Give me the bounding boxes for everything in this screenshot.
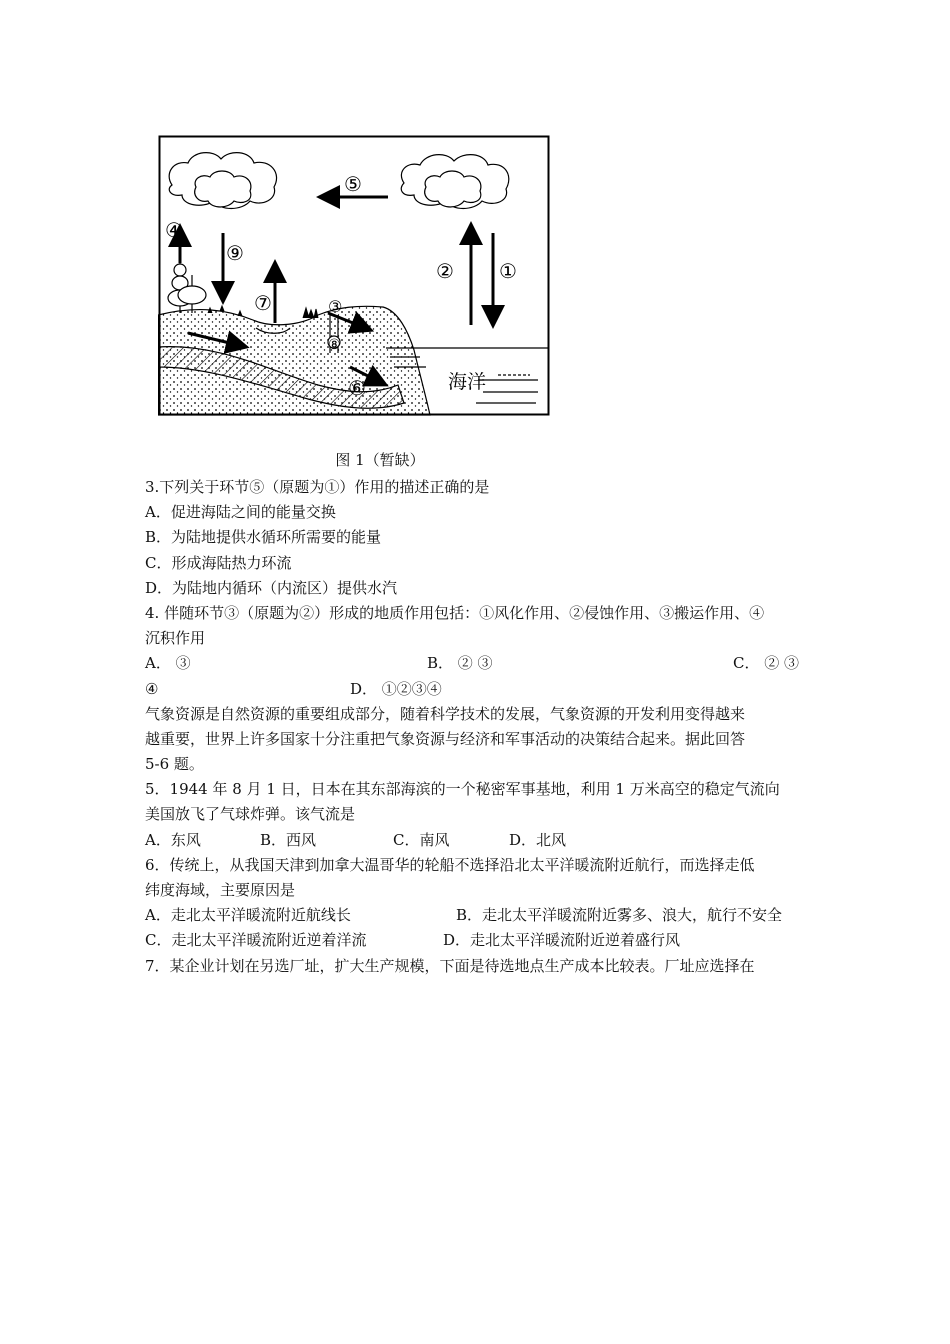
label-7: ⑦ — [254, 291, 272, 315]
q6-stem-2: 纬度海域，主要原因是 — [145, 881, 296, 899]
q6-option-b: B．走北太平洋暖流附近雾多、浪大，航行不安全 — [456, 906, 783, 925]
q4-option-a: A． ③ — [145, 654, 191, 673]
intro-line-1: 气象资源是自然资源的重要组成部分，随着科学技术的发展，气象资源的开发利用变得越来 — [145, 704, 746, 723]
q6-options-row-2 — [145, 928, 810, 953]
label-2: ② — [436, 259, 454, 283]
label-3: ③ — [328, 297, 343, 316]
q5-option-a: A．东风 — [145, 830, 201, 849]
label-4: ④ — [165, 218, 183, 242]
intro-line-3: 5-6 题。 — [145, 755, 204, 774]
label-5: ⑤ — [344, 172, 362, 196]
q5-option-c: C．南风 — [393, 830, 450, 849]
q5-stem-1: 5．1944 年 8 月 1 日，日本在其东部海滨的一个秘密军事基地，利用 1 万米高空的稳定气流向 — [145, 780, 780, 799]
q4-stem-2: 沉积作用 — [145, 629, 206, 648]
q6-option-a: A．走北太平洋暖流附近航线长 — [145, 906, 351, 925]
q5-option-d: D．北风 — [509, 830, 567, 849]
label-9: ⑨ — [226, 241, 244, 265]
question-text — [145, 475, 810, 979]
q4-options-row-2 — [145, 677, 810, 702]
q5-options — [145, 828, 810, 853]
q5-option-b: B．西风 — [260, 830, 317, 849]
q4-stem-1: 4. 伴随环节③（原题为②）形成的地质作用包括：①风化作用、②侵蚀作用、③搬运作用、④ — [145, 603, 765, 622]
q6-stem-1: 6．传统上，从我国天津到加拿大温哥华的轮船不选择沿北太平洋暖流附近航行，而选择走低 — [145, 855, 755, 874]
figure-caption: 图 1（暂缺） — [335, 451, 425, 469]
intro-line-2: 越重要，世界上许多国家十分注重把气象资源与经济和军事活动的决策结合起来。据此回答 — [145, 729, 746, 748]
q4-option-d: D． ①②③④ — [350, 679, 442, 698]
q3-option-c: C．形成海陆热力环流 — [145, 553, 292, 572]
q4-option-c: C． ② ③ — [733, 654, 800, 673]
label-8: ⑧ — [328, 337, 341, 353]
q3-option-a: A．促进海陆之间的能量交换 — [145, 503, 336, 522]
q7-stem-1: 7．某企业计划在另选厂址，扩大生产规模，下面是待选地点生产成本比较表。厂址应选择在 — [145, 956, 755, 975]
label-ocean: 海洋 — [448, 371, 487, 393]
q5-stem-2: 美国放飞了气球炸弹。该气流是 — [145, 805, 356, 824]
q3-option-d: D．为陆地内循环（内流区）提供水汽 — [145, 578, 398, 597]
q3-option-b: B．为陆地提供水循环所需要的能量 — [145, 528, 382, 547]
q6-options-row-1 — [145, 903, 810, 928]
label-6: ⑥ — [348, 376, 366, 400]
water-cycle-figure — [158, 135, 550, 417]
q4-option-c-tail: ④ — [145, 679, 159, 698]
label-1: ① — [499, 259, 517, 283]
q6-option-d: D．走北太平洋暖流附近逆着盛行风 — [443, 931, 681, 950]
q4-option-b: B． ② ③ — [427, 654, 493, 673]
q4-options-row-1 — [145, 651, 810, 676]
q3-stem: 3.下列关于环节⑤（原题为①）作用的描述正确的是 — [145, 478, 490, 496]
q6-option-c: C．走北太平洋暖流附近逆着洋流 — [145, 931, 367, 950]
